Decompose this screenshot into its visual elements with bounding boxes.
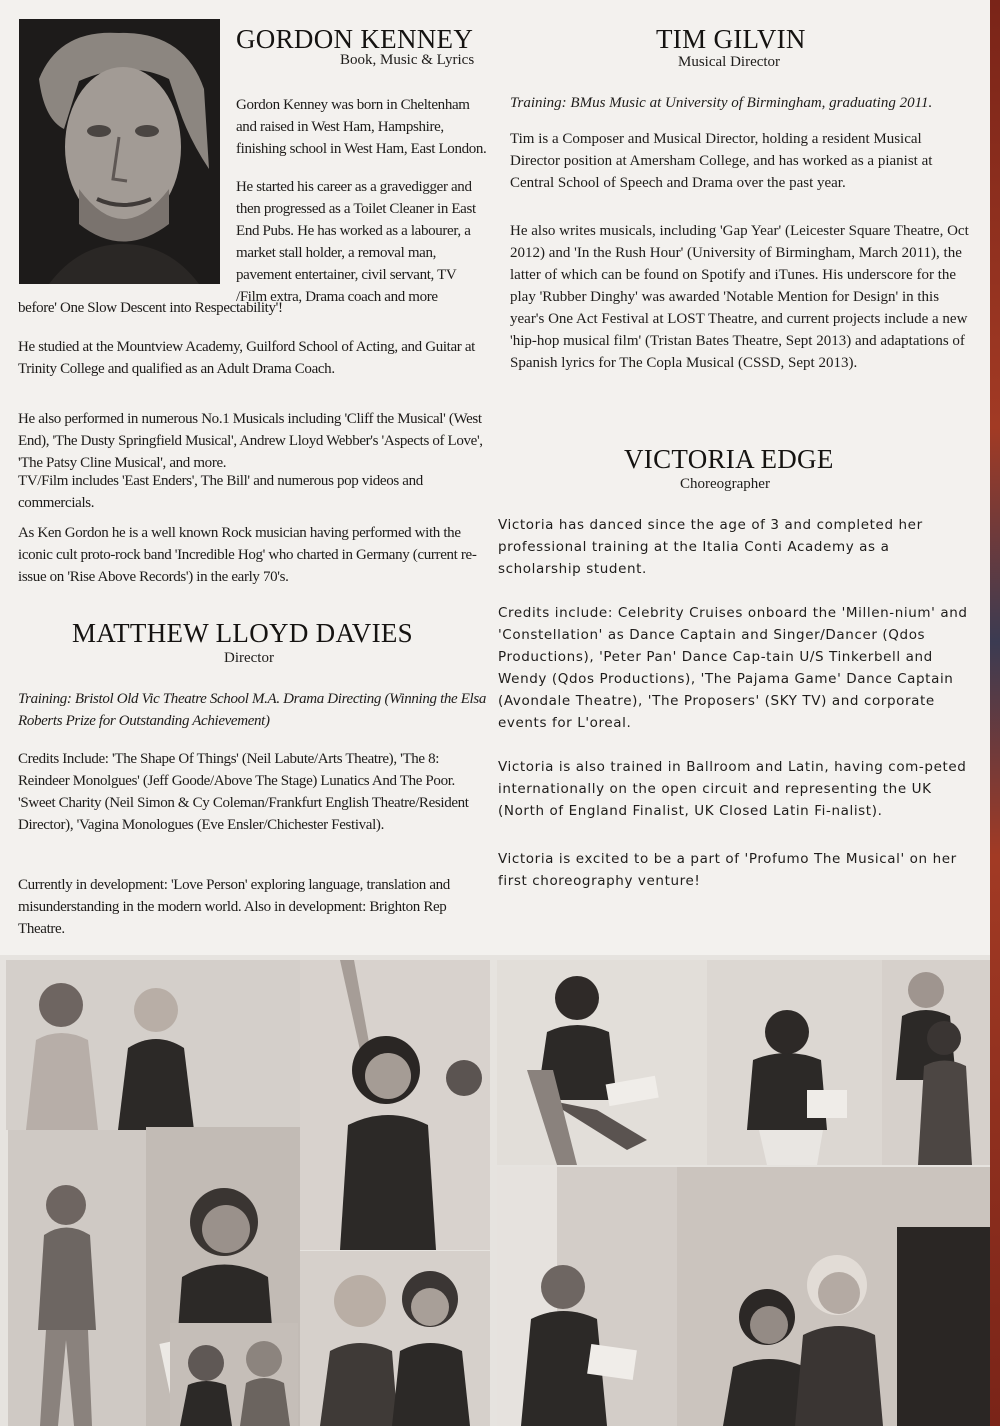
gordon-kenney-role: Book, Music & Lyrics xyxy=(340,52,475,68)
rehearsal-photo-4 xyxy=(300,960,490,1250)
rehearsal-photo-2 xyxy=(8,1130,146,1426)
victoria-bio-paragraph-3: Victoria is also trained in Ballroom and Latin, having com-peted internationally on the open circuit and representing the UK (North of England Finalist, UK Closed Latin Fi-nalist). xyxy=(498,759,967,819)
rehearsal-photo-8-image xyxy=(707,960,882,1165)
rehearsal-photo-5-image xyxy=(300,1251,490,1426)
rehearsal-photo-collage xyxy=(0,955,990,1426)
rehearsal-photo-8 xyxy=(707,960,882,1165)
matthew-development: Currently in development: 'Love Person' exploring language, translation and misunderstanding in the modern world. Also in development: Brighton Rep Theatre. xyxy=(18,877,450,937)
rehearsal-photo-9 xyxy=(882,960,990,1165)
gordon-bio-paragraph-6: As Ken Gordon he is a well known Rock musician having performed with the iconic cult proto-rock band 'Incredible Hog' who charted in Germany (current re-issue on 'Rise Above Records') in the early 70's. xyxy=(18,525,477,585)
victoria-edge-role: Choreographer xyxy=(680,476,770,492)
gordon-bio-paragraph-2: He started his career as a gravedigger and then progressed as a Toilet Cleaner in East End Pubs. He has worked as a labourer, a market stall holder, a removal man, pavement entertainer, civil servant, TV /Film extra, Drama coach and more xyxy=(236,179,476,305)
gordon-bio-paragraph-5: TV/Film includes 'East Enders', The Bill' and numerous pop videos and commercials. xyxy=(18,473,423,511)
matthew-training: Training: Bristol Old Vic Theatre School M.A. Drama Directing (Winning the Elsa Roberts Prize for Outstanding Achievement) xyxy=(18,691,487,729)
victoria-bio-paragraph-4: Victoria is excited to be a part of 'Profumo The Musical' on her first choreography venture! xyxy=(498,851,957,889)
portrait-image xyxy=(19,19,220,284)
rehearsal-photo-10 xyxy=(497,1167,677,1426)
matthew-lloyd-davies-name: MATTHEW LLOYD DAVIES xyxy=(72,618,413,648)
rehearsal-photo-11 xyxy=(677,1167,990,1426)
rehearsal-photo-10-image xyxy=(497,1167,677,1426)
rehearsal-photo-6 xyxy=(170,1323,298,1426)
tim-gilvin-role: Musical Director xyxy=(678,54,781,70)
gordon-bio-paragraph-2-end: before' One Slow Descent into Respectability'! xyxy=(18,300,283,316)
matthew-credits: Credits Include: 'The Shape Of Things' (Neil Labute/Arts Theatre), 'The 8: Reindeer Monolgues' (Jeff Goode/Above The Stage) Lunatics And The Poor. 'Sweet Charity (Neil Simon & Cy Coleman/Frankfurt English Theatre/Resident Director), 'Vagina Monologues (Eve Ensler/Chichester Festival). xyxy=(18,751,469,833)
gordon-bio-paragraph-3: He studied at the Mountview Academy, Guilford School of Acting, and Guitar at Trinity College and qualified as an Adult Drama Coach. xyxy=(18,339,475,377)
rehearsal-photo-6-image xyxy=(170,1323,298,1426)
gordon-bio-paragraph-1: Gordon Kenney was born in Cheltenham and raised in West Ham, Hampshire, finishing school in West Ham, East London. xyxy=(236,97,487,157)
matthew-lloyd-davies-role: Director xyxy=(224,650,274,666)
binding-edge xyxy=(990,0,1000,1426)
rehearsal-photo-9-image xyxy=(882,960,990,1165)
gordon-kenney-name: GORDON KENNEY xyxy=(236,24,474,54)
rehearsal-photo-5 xyxy=(300,1251,490,1426)
tim-bio-paragraph-1: Tim is a Composer and Musical Director, holding a resident Musical Director position at Amersham College, and has worked as a pianist at Central School of Speech and Drama over the past year. xyxy=(510,131,933,191)
gordon-bio-paragraph-4: He also performed in numerous No.1 Musicals including 'Cliff the Musical' (West End), 'The Dusty Springfield Musical', Andrew Lloyd Webber's 'Aspects of Love', 'The Patsy Cline Musical', and more. xyxy=(18,411,483,471)
tim-training: Training: BMus Music at University of Birmingham, graduating 2011. xyxy=(510,95,933,111)
gordon-kenney-headshot xyxy=(19,19,220,284)
rehearsal-photo-11-image xyxy=(677,1167,990,1426)
rehearsal-photo-2-image xyxy=(8,1130,146,1426)
victoria-edge-name: VICTORIA EDGE xyxy=(624,444,834,474)
rehearsal-photo-7-image xyxy=(497,960,707,1165)
rehearsal-photo-7 xyxy=(497,960,707,1165)
victoria-bio-paragraph-2: Credits include: Celebrity Cruises onboard the 'Millen-nium' and 'Constellation' as Dance Captain and Singer/Dancer (Qdos Productions), 'Peter Pan' Dance Cap-tain U/S Tinkerbell and Wendy (Qdos Productions), 'The Pajama Game' Dance Captain (Avondale Theatre), 'The Proposers' (SKY TV) and corporate events for L'oreal. xyxy=(498,605,968,731)
tim-gilvin-name: TIM GILVIN xyxy=(656,24,806,54)
rehearsal-photo-4-image xyxy=(300,960,490,1250)
victoria-bio-paragraph-1: Victoria has danced since the age of 3 and completed her professional training at the Italia Conti Academy as a scholarship student. xyxy=(498,517,923,577)
tim-bio-paragraph-2: He also writes musicals, including 'Gap Year' (Leicester Square Theatre, Oct 2012) and 'In the Rush Hour' (University of Birmingham, March 2011), the latter of which can be found on Spotify and iTunes. His underscore for the play 'Rubber Dinghy' was awarded 'Notable Mention for Design' in this year's One Act Festival at LOST Theatre, and current projects include a new 'hip-hop musical film' (Tristan Bates Theatre, Sept 2013) and adaptations of Spanish lyrics for The Copla Musical (CSSD, Sept 2013). xyxy=(510,223,969,371)
